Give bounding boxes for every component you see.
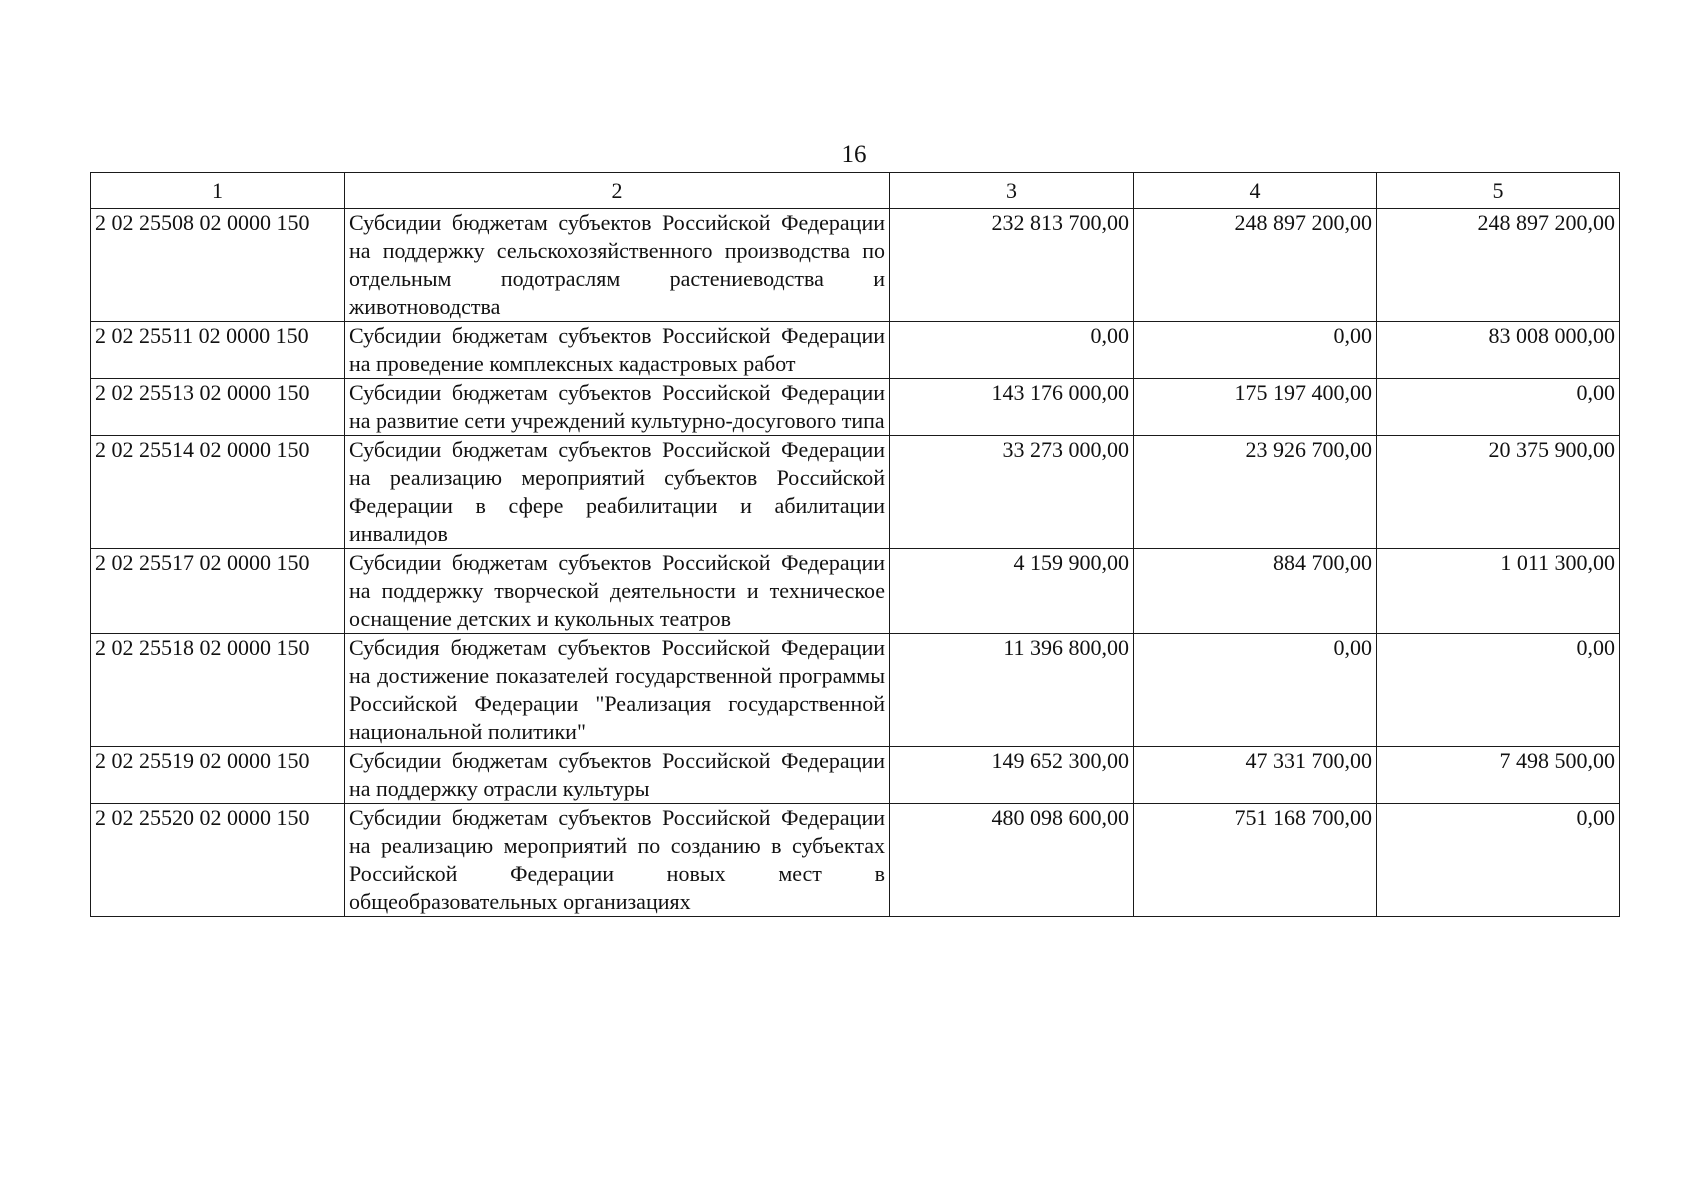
table-row	[91, 804, 1620, 917]
header-col-3: 3	[890, 173, 1134, 209]
table-row	[91, 209, 1620, 322]
row-col3-value: 480 098 600,00	[890, 804, 1134, 917]
row-code: 2 02 25508 02 0000 150	[91, 209, 345, 322]
header-col-1: 1	[91, 173, 345, 209]
table-row	[91, 747, 1620, 804]
budget-table	[90, 172, 1620, 917]
header-row	[91, 173, 1620, 209]
row-col3-value: 232 813 700,00	[890, 209, 1134, 322]
row-col3-value: 143 176 000,00	[890, 379, 1134, 436]
header-col-4: 4	[1134, 173, 1377, 209]
row-description: Субсидия бюджетам субъектов Российской Федерации на достижение показателей государственной программы Российской Федерации "Реализация государственной национальной политики"	[345, 634, 890, 747]
row-description: Субсидии бюджетам субъектов Российской Федерации на поддержку отрасли культуры	[345, 747, 890, 804]
row-description: Субсидии бюджетам субъектов Российской Федерации на проведение комплексных кадастровых работ	[345, 322, 890, 379]
row-col5-value: 20 375 900,00	[1377, 436, 1620, 549]
row-description: Субсидии бюджетам субъектов Российской Федерации на поддержку творческой деятельности и техническое оснащение детских и кукольных театров	[345, 549, 890, 634]
row-col4-value: 0,00	[1134, 634, 1377, 747]
table-row	[91, 379, 1620, 436]
row-code: 2 02 25520 02 0000 150	[91, 804, 345, 917]
row-col4-value: 0,00	[1134, 322, 1377, 379]
table-row	[91, 634, 1620, 747]
header-col-2: 2	[345, 173, 890, 209]
row-col5-value: 0,00	[1377, 379, 1620, 436]
row-col4-value: 175 197 400,00	[1134, 379, 1377, 436]
row-col4-value: 23 926 700,00	[1134, 436, 1377, 549]
row-col5-value: 248 897 200,00	[1377, 209, 1620, 322]
row-code: 2 02 25518 02 0000 150	[91, 634, 345, 747]
row-col3-value: 0,00	[890, 322, 1134, 379]
header-col-5: 5	[1377, 173, 1620, 209]
row-description: Субсидии бюджетам субъектов Российской Федерации на реализацию мероприятий по созданию в субъектах Российской Федерации новых мест в общеобразовательных организациях	[345, 804, 890, 917]
row-description: Субсидии бюджетам субъектов Российской Федерации на развитие сети учреждений культурно-досугового типа	[345, 379, 890, 436]
row-col3-value: 4 159 900,00	[890, 549, 1134, 634]
table-row	[91, 549, 1620, 634]
row-code: 2 02 25511 02 0000 150	[91, 322, 345, 379]
row-col4-value: 751 168 700,00	[1134, 804, 1377, 917]
row-col3-value: 33 273 000,00	[890, 436, 1134, 549]
row-col5-value: 7 498 500,00	[1377, 747, 1620, 804]
table-header	[91, 173, 1620, 209]
row-col3-value: 11 396 800,00	[890, 634, 1134, 747]
table-body	[91, 209, 1620, 917]
row-col5-value: 1 011 300,00	[1377, 549, 1620, 634]
table-row	[91, 436, 1620, 549]
row-code: 2 02 25514 02 0000 150	[91, 436, 345, 549]
row-col4-value: 248 897 200,00	[1134, 209, 1377, 322]
row-code: 2 02 25513 02 0000 150	[91, 379, 345, 436]
row-col4-value: 884 700,00	[1134, 549, 1377, 634]
row-description: Субсидии бюджетам субъектов Российской Федерации на поддержку сельскохозяйственного производства по отдельным подотраслям растениеводства и животноводства	[345, 209, 890, 322]
table-row	[91, 322, 1620, 379]
row-col5-value: 0,00	[1377, 804, 1620, 917]
page-number: 16	[841, 141, 867, 168]
row-col5-value: 83 008 000,00	[1377, 322, 1620, 379]
row-col4-value: 47 331 700,00	[1134, 747, 1377, 804]
row-col3-value: 149 652 300,00	[890, 747, 1134, 804]
row-description: Субсидии бюджетам субъектов Российской Федерации на реализацию мероприятий субъектов Российской Федерации в сфере реабилитации и абилитации инвалидов	[345, 436, 890, 549]
row-code: 2 02 25517 02 0000 150	[91, 549, 345, 634]
row-code: 2 02 25519 02 0000 150	[91, 747, 345, 804]
row-col5-value: 0,00	[1377, 634, 1620, 747]
